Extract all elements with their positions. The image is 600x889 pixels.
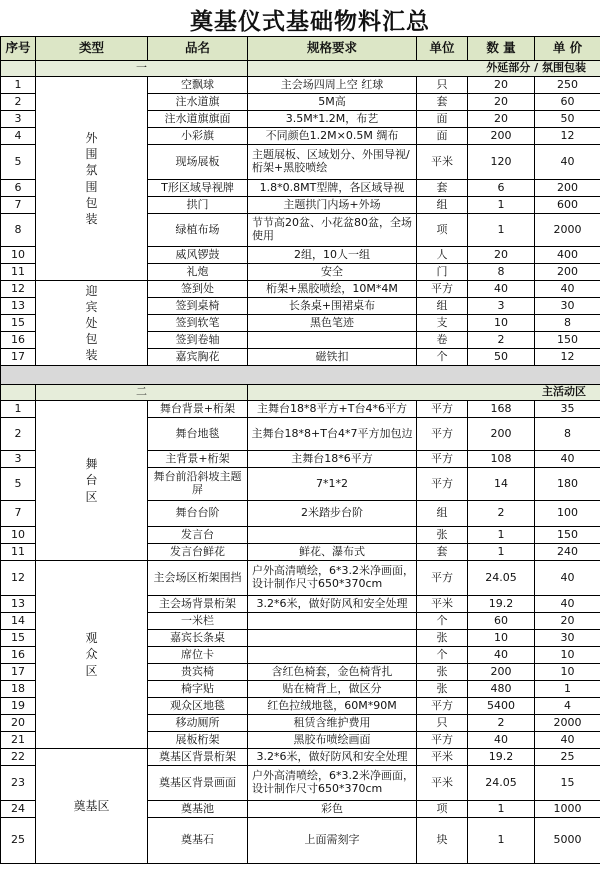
row-number: 5 <box>1 145 36 180</box>
item-unit: 个 <box>417 613 468 630</box>
group-label-text: 奠基区 <box>73 798 110 813</box>
item-spec <box>248 332 417 349</box>
item-qty: 480 <box>468 681 535 698</box>
row-number: 11 <box>1 544 36 561</box>
header-row <box>1 37 600 61</box>
item-qty: 8 <box>468 264 535 281</box>
item-price: 8 <box>535 418 600 451</box>
row-number: 3 <box>1 451 36 468</box>
item-name: 礼炮 <box>148 264 248 281</box>
item-price: 40 <box>535 732 600 749</box>
item-spec: 2组，10人一组 <box>248 247 417 264</box>
item-unit: 平方 <box>417 468 468 501</box>
header-no: 序号 <box>1 37 36 61</box>
item-spec: 鲜花、瀑布式 <box>248 544 417 561</box>
item-unit: 平米 <box>417 596 468 613</box>
item-unit: 平方 <box>417 418 468 451</box>
item-name: 奠基石 <box>148 818 248 864</box>
item-name: 奠基区背景画面 <box>148 766 248 801</box>
item-unit: 门 <box>417 264 468 281</box>
row-number: 14 <box>1 613 36 630</box>
item-qty: 20 <box>468 247 535 264</box>
item-spec: 主舞台18*6平方 <box>248 451 417 468</box>
item-price: 100 <box>535 501 600 527</box>
item-unit: 卷 <box>417 332 468 349</box>
item-qty: 1 <box>468 197 535 214</box>
item-name: 舞台背景+桁架 <box>148 401 248 418</box>
item-spec: 户外高清喷绘，6*3.2米净画面，设计制作尺寸650*370cm <box>248 766 417 801</box>
item-name: 舞台前沿斜坡主题屏 <box>148 468 248 501</box>
item-unit: 组 <box>417 501 468 527</box>
row-number: 13 <box>1 596 36 613</box>
item-spec: 主舞台18*8+T台4*7平方加包边 <box>248 418 417 451</box>
item-name: 小彩旗 <box>148 128 248 145</box>
item-price: 10 <box>535 664 600 681</box>
item-price: 180 <box>535 468 600 501</box>
item-spec <box>248 630 417 647</box>
item-name: 嘉宾长条桌 <box>148 630 248 647</box>
item-name: 签到软笔 <box>148 315 248 332</box>
item-name: 一米栏 <box>148 613 248 630</box>
item-spec: 租赁含维护费用 <box>248 715 417 732</box>
item-spec: 3.2*6米，做好防风和安全处理 <box>248 749 417 766</box>
item-price: 30 <box>535 630 600 647</box>
item-price: 4 <box>535 698 600 715</box>
row-number: 23 <box>1 766 36 801</box>
item-price: 150 <box>535 527 600 544</box>
item-price: 40 <box>535 596 600 613</box>
item-spec <box>248 527 417 544</box>
item-unit: 个 <box>417 647 468 664</box>
row-number: 22 <box>1 749 36 766</box>
item-qty: 2 <box>468 501 535 527</box>
item-qty: 168 <box>468 401 535 418</box>
item-name: 舞台台阶 <box>148 501 248 527</box>
header-qty: 数 量 <box>468 37 535 61</box>
item-price: 40 <box>535 145 600 180</box>
row-number: 21 <box>1 732 36 749</box>
item-qty: 108 <box>468 451 535 468</box>
item-price: 40 <box>535 561 600 596</box>
item-price: 40 <box>535 451 600 468</box>
item-spec: 长条桌+围裙桌布 <box>248 298 417 315</box>
row-number: 6 <box>1 180 36 197</box>
item-qty: 20 <box>468 77 535 94</box>
item-qty: 2 <box>468 715 535 732</box>
row-number: 12 <box>1 281 36 298</box>
group-label-text: 观众区 <box>85 631 98 678</box>
materials-table <box>0 36 600 864</box>
section-number: 一 <box>36 61 248 77</box>
row-number: 10 <box>1 247 36 264</box>
group-label-text: 舞台区 <box>85 457 98 504</box>
item-qty: 10 <box>468 315 535 332</box>
item-spec: 5M高 <box>248 94 417 111</box>
item-unit: 项 <box>417 214 468 247</box>
item-unit: 套 <box>417 180 468 197</box>
item-name: 舞台地毯 <box>148 418 248 451</box>
item-name: 席位卡 <box>148 647 248 664</box>
item-price: 35 <box>535 401 600 418</box>
item-unit: 组 <box>417 298 468 315</box>
item-unit: 项 <box>417 801 468 818</box>
item-spec: 户外高清喷绘，6*3.2米净画面，设计制作尺寸650*370cm <box>248 561 417 596</box>
item-qty: 200 <box>468 664 535 681</box>
item-price: 1000 <box>535 801 600 818</box>
row-number: 11 <box>1 264 36 281</box>
row-number: 1 <box>1 401 36 418</box>
item-price: 15 <box>535 766 600 801</box>
item-price: 40 <box>535 281 600 298</box>
item-qty: 2 <box>468 332 535 349</box>
item-unit: 只 <box>417 77 468 94</box>
section-title: 主活动区 <box>248 385 600 401</box>
item-name: 签到桌椅 <box>148 298 248 315</box>
item-spec: 桁架+黑胶喷绘，10M*4M <box>248 281 417 298</box>
header-unit: 单位 <box>417 37 468 61</box>
table-row <box>1 77 600 94</box>
item-name: 发言台鲜花 <box>148 544 248 561</box>
table-row <box>1 561 600 596</box>
item-spec: 彩色 <box>248 801 417 818</box>
row-number: 10 <box>1 527 36 544</box>
group-label <box>36 401 148 561</box>
item-qty: 10 <box>468 630 535 647</box>
item-name: 注水道旗 <box>148 94 248 111</box>
item-spec: 主题拱门内场+外场 <box>248 197 417 214</box>
item-spec: 主会场四周上空 红球 <box>248 77 417 94</box>
item-qty: 40 <box>468 647 535 664</box>
item-spec <box>248 647 417 664</box>
row-number: 1 <box>1 77 36 94</box>
item-name: 现场展板 <box>148 145 248 180</box>
item-qty: 200 <box>468 418 535 451</box>
item-price: 60 <box>535 94 600 111</box>
item-unit: 个 <box>417 349 468 366</box>
row-number: 3 <box>1 111 36 128</box>
table-row <box>1 749 600 766</box>
item-name: 发言台 <box>148 527 248 544</box>
item-price: 240 <box>535 544 600 561</box>
item-unit: 块 <box>417 818 468 864</box>
row-number: 15 <box>1 315 36 332</box>
item-unit: 张 <box>417 681 468 698</box>
item-qty: 14 <box>468 468 535 501</box>
item-unit: 张 <box>417 630 468 647</box>
item-unit: 只 <box>417 715 468 732</box>
item-qty: 24.05 <box>468 561 535 596</box>
item-unit: 面 <box>417 128 468 145</box>
item-qty: 20 <box>468 111 535 128</box>
group-label <box>36 561 148 749</box>
item-spec: 3.2*6米，做好防风和安全处理 <box>248 596 417 613</box>
item-name: 主会场背景桁架 <box>148 596 248 613</box>
group-label-text: 外围氛围包装 <box>85 130 98 226</box>
item-unit: 平米 <box>417 749 468 766</box>
row-number: 19 <box>1 698 36 715</box>
row-number: 24 <box>1 801 36 818</box>
item-unit: 平方 <box>417 451 468 468</box>
item-unit: 平米 <box>417 145 468 180</box>
document-title-bar <box>0 0 600 36</box>
item-unit: 平方 <box>417 401 468 418</box>
item-qty: 19.2 <box>468 749 535 766</box>
row-number: 25 <box>1 818 36 864</box>
item-price: 2000 <box>535 715 600 732</box>
item-qty: 60 <box>468 613 535 630</box>
item-price: 150 <box>535 332 600 349</box>
item-name: 椅字贴 <box>148 681 248 698</box>
row-number: 15 <box>1 630 36 647</box>
item-spec <box>248 613 417 630</box>
header-name: 品名 <box>148 37 248 61</box>
item-price: 200 <box>535 264 600 281</box>
item-spec: 1.8*0.8MT型牌，各区域导视 <box>248 180 417 197</box>
item-qty: 19.2 <box>468 596 535 613</box>
item-spec: 主舞台18*8平方+T台4*6平方 <box>248 401 417 418</box>
item-name: 奠基区背景桁架 <box>148 749 248 766</box>
item-unit: 张 <box>417 527 468 544</box>
item-price: 12 <box>535 128 600 145</box>
item-spec: 黑色笔迹 <box>248 315 417 332</box>
item-name: T形区域导视牌 <box>148 180 248 197</box>
item-qty: 20 <box>468 94 535 111</box>
item-spec: 3.5M*1.2M，布艺 <box>248 111 417 128</box>
item-name: 签到卷轴 <box>148 332 248 349</box>
item-price: 8 <box>535 315 600 332</box>
item-price: 30 <box>535 298 600 315</box>
group-label-text: 迎宾处包装 <box>85 283 98 363</box>
row-number: 5 <box>1 468 36 501</box>
item-qty: 1 <box>468 544 535 561</box>
item-spec: 红色拉绒地毯，60M*90M <box>248 698 417 715</box>
item-name: 主背景+桁架 <box>148 451 248 468</box>
section-row <box>1 385 600 401</box>
item-qty: 3 <box>468 298 535 315</box>
item-spec: 主题展板、区域划分、外围导视/桁架+黑胶喷绘 <box>248 145 417 180</box>
item-unit: 平方 <box>417 698 468 715</box>
document-title: 奠基仪式基础物料汇总 <box>190 9 430 35</box>
item-name: 奠基池 <box>148 801 248 818</box>
header-price: 单 价 <box>535 37 600 61</box>
item-spec: 含红色椅套，金色椅背扎 <box>248 664 417 681</box>
item-spec: 黑胶布喷绘画面 <box>248 732 417 749</box>
item-qty: 1 <box>468 214 535 247</box>
item-price: 600 <box>535 197 600 214</box>
item-spec: 7*1*2 <box>248 468 417 501</box>
item-name: 绿植布场 <box>148 214 248 247</box>
item-unit: 平方 <box>417 281 468 298</box>
item-name: 观众区地毯 <box>148 698 248 715</box>
item-price: 5000 <box>535 818 600 864</box>
item-qty: 40 <box>468 281 535 298</box>
item-unit: 张 <box>417 664 468 681</box>
item-price: 250 <box>535 77 600 94</box>
item-price: 50 <box>535 111 600 128</box>
item-name: 主会场区桁架围挡 <box>148 561 248 596</box>
item-qty: 24.05 <box>468 766 535 801</box>
item-name: 嘉宾胸花 <box>148 349 248 366</box>
item-price: 200 <box>535 180 600 197</box>
row-number: 8 <box>1 214 36 247</box>
row-number: 2 <box>1 418 36 451</box>
row-number: 12 <box>1 561 36 596</box>
item-price: 400 <box>535 247 600 264</box>
item-price: 1 <box>535 681 600 698</box>
item-price: 12 <box>535 349 600 366</box>
item-spec: 节节高20盆、小花盆80盆，全场使用 <box>248 214 417 247</box>
item-price: 10 <box>535 647 600 664</box>
item-spec: 上面需刻字 <box>248 818 417 864</box>
row-number: 18 <box>1 681 36 698</box>
item-name: 威风锣鼓 <box>148 247 248 264</box>
item-unit: 套 <box>417 544 468 561</box>
table-row <box>1 281 600 298</box>
group-label <box>36 281 148 366</box>
item-qty: 6 <box>468 180 535 197</box>
row-number: 16 <box>1 332 36 349</box>
item-spec: 贴在椅背上，做区分 <box>248 681 417 698</box>
row-number: 2 <box>1 94 36 111</box>
item-name: 拱门 <box>148 197 248 214</box>
section-row <box>1 61 600 77</box>
item-spec: 不同颜色1.2M×0.5M 绸布 <box>248 128 417 145</box>
row-number: 17 <box>1 349 36 366</box>
item-name: 展板桁架 <box>148 732 248 749</box>
item-qty: 120 <box>468 145 535 180</box>
separator-cell <box>1 366 600 385</box>
section-spacer <box>1 385 36 401</box>
separator-row <box>1 366 600 385</box>
row-number: 13 <box>1 298 36 315</box>
row-number: 20 <box>1 715 36 732</box>
section-title: 外延部分 / 氛围包装 <box>248 61 600 77</box>
item-name: 贵宾椅 <box>148 664 248 681</box>
item-spec: 2米踏步台阶 <box>248 501 417 527</box>
item-price: 2000 <box>535 214 600 247</box>
item-name: 签到处 <box>148 281 248 298</box>
item-spec: 安全 <box>248 264 417 281</box>
item-qty: 1 <box>468 818 535 864</box>
group-label <box>36 77 148 281</box>
item-qty: 5400 <box>468 698 535 715</box>
item-price: 20 <box>535 613 600 630</box>
item-name: 注水道旗旗面 <box>148 111 248 128</box>
item-unit: 平米 <box>417 766 468 801</box>
item-qty: 50 <box>468 349 535 366</box>
section-spacer <box>1 61 36 77</box>
item-unit: 面 <box>417 111 468 128</box>
item-unit: 人 <box>417 247 468 264</box>
item-qty: 40 <box>468 732 535 749</box>
item-unit: 组 <box>417 197 468 214</box>
item-name: 移动厕所 <box>148 715 248 732</box>
item-unit: 支 <box>417 315 468 332</box>
section-number: 二 <box>36 385 248 401</box>
item-spec: 磁铁扣 <box>248 349 417 366</box>
header-type: 类型 <box>36 37 148 61</box>
item-price: 25 <box>535 749 600 766</box>
row-number: 17 <box>1 664 36 681</box>
item-unit: 套 <box>417 94 468 111</box>
header-spec: 规格要求 <box>248 37 417 61</box>
item-unit: 平方 <box>417 732 468 749</box>
row-number: 7 <box>1 501 36 527</box>
item-unit: 平方 <box>417 561 468 596</box>
item-qty: 1 <box>468 527 535 544</box>
item-qty: 200 <box>468 128 535 145</box>
row-number: 4 <box>1 128 36 145</box>
item-qty: 1 <box>468 801 535 818</box>
row-number: 16 <box>1 647 36 664</box>
row-number: 7 <box>1 197 36 214</box>
item-name: 空飘球 <box>148 77 248 94</box>
table-row <box>1 401 600 418</box>
group-label <box>36 749 148 864</box>
